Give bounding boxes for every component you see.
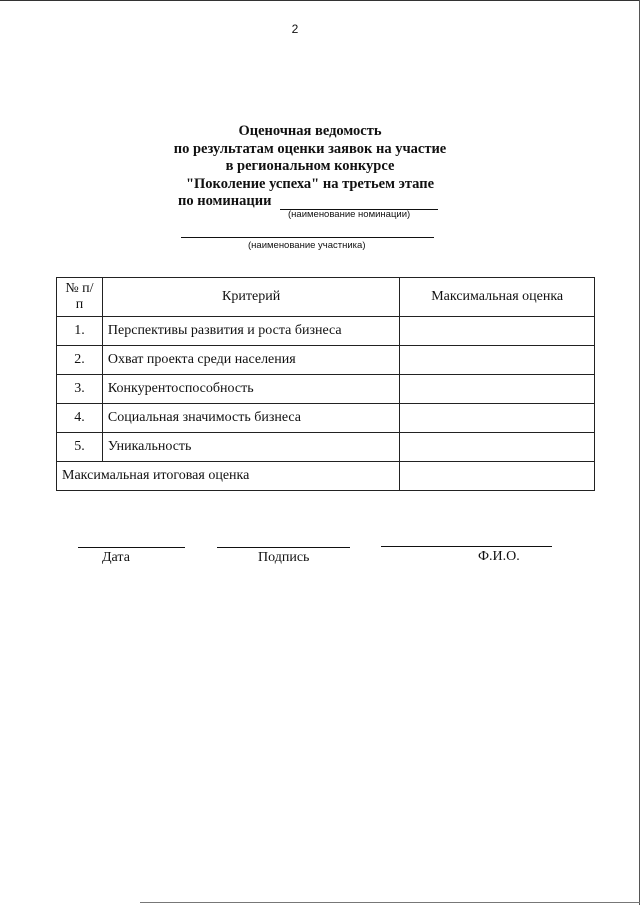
page-number: 2	[291, 22, 299, 36]
total-value	[400, 462, 595, 491]
date-line	[78, 547, 185, 548]
name-line	[381, 546, 552, 547]
title-line: "Поколение успеха" на третьем этапе	[185, 175, 435, 192]
page-edge-bottom	[140, 902, 640, 903]
row-criterion: Уникальность	[102, 433, 399, 462]
row-number: 4.	[57, 404, 103, 433]
document-title	[0, 123, 620, 193]
header-max-score: Максимальная оценка	[400, 278, 595, 317]
nomination-caption: (наименование номинации)	[288, 209, 411, 220]
header-criterion: Критерий	[102, 278, 399, 317]
row-number: 5.	[57, 433, 103, 462]
nomination-label: по номинации	[178, 193, 272, 209]
name-label: Ф.И.О.	[478, 549, 520, 564]
row-criterion: Перспективы развития и роста бизнеса	[102, 317, 399, 346]
signature-label: Подпись	[258, 550, 310, 565]
row-number: 2.	[57, 346, 103, 375]
participant-underline	[181, 237, 434, 238]
row-score	[400, 346, 595, 375]
table-row	[57, 346, 595, 375]
row-score	[400, 433, 595, 462]
title-line: по результатам оценки заявок на участие	[173, 140, 447, 157]
participant-caption: (наименование участника)	[248, 240, 366, 251]
table-row	[57, 317, 595, 346]
header-number: № п/п	[57, 278, 103, 317]
row-number: 1.	[57, 317, 103, 346]
row-criterion: Социальная значимость бизнеса	[102, 404, 399, 433]
signature-line	[217, 547, 350, 548]
page-edge-top	[0, 0, 640, 1]
table-row	[57, 375, 595, 404]
row-criterion: Конкурентоспособность	[102, 375, 399, 404]
row-score	[400, 375, 595, 404]
title-line: Оценочная ведомость	[238, 123, 382, 139]
row-score	[400, 317, 595, 346]
date-label: Дата	[102, 550, 130, 565]
title-line: в региональном конкурсе	[225, 158, 395, 175]
table-row	[57, 404, 595, 433]
table-row	[57, 433, 595, 462]
table-total-row	[57, 462, 595, 491]
row-number: 3.	[57, 375, 103, 404]
table-header-row	[57, 278, 595, 317]
row-criterion: Охват проекта среди населения	[102, 346, 399, 375]
row-score	[400, 404, 595, 433]
evaluation-table	[56, 277, 595, 491]
total-label: Максимальная итоговая оценка	[57, 462, 400, 491]
